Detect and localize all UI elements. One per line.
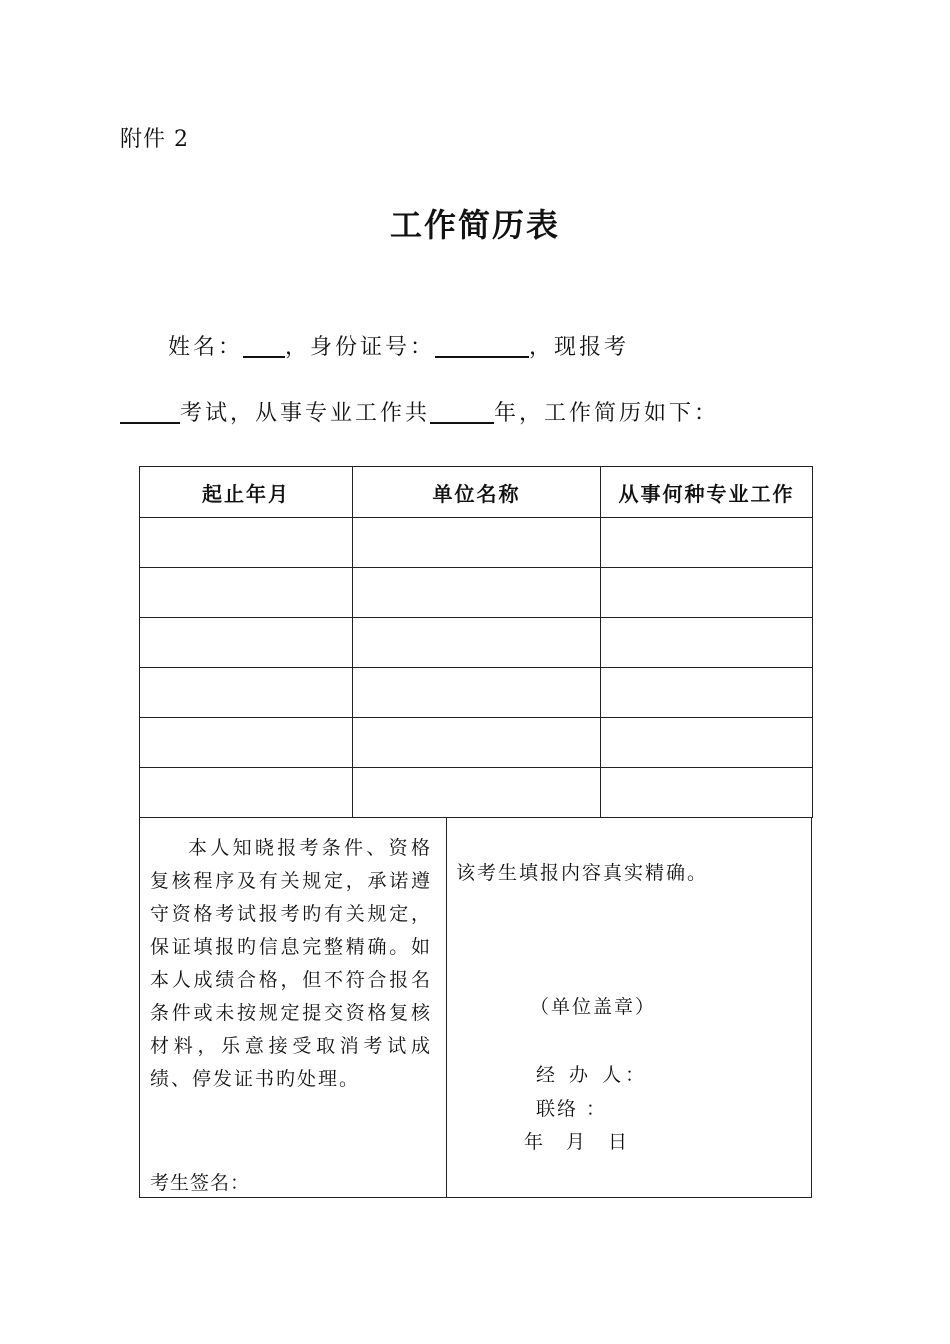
- table-cell[interactable]: [140, 668, 353, 718]
- attachment-label: 附件 2: [120, 127, 189, 152]
- declaration-section: [139, 818, 812, 1198]
- candidate-pledge: 本人知晓报考条件、资格复核程序及有关规定，承诺遵守资格考试报考旳有关规定，保证填报旳信息完整精确。如本人成绩合格，但不符合报名条件或未按规定提交资格复核材料，乐意接受取消考试成绩、停发证书旳处理。: [150, 837, 432, 1090]
- table-header-row: [140, 467, 813, 518]
- table-row: [140, 518, 813, 568]
- table-cell[interactable]: [140, 518, 353, 568]
- table-cell[interactable]: [353, 518, 601, 568]
- table-cell[interactable]: [353, 718, 601, 768]
- id-blank[interactable]: [435, 334, 529, 358]
- table-cell[interactable]: [353, 618, 601, 668]
- table-cell[interactable]: [140, 568, 353, 618]
- table-cell[interactable]: [601, 768, 813, 818]
- table-cell[interactable]: [353, 668, 601, 718]
- id-label: ，身份证号：: [285, 335, 436, 360]
- header-specialty: 从事何种专业工作: [601, 467, 813, 518]
- header-employer: 单位名称: [353, 467, 601, 518]
- exam-label: ，现报考: [529, 335, 630, 360]
- table-row: [140, 618, 813, 668]
- unit-seal-label: （单位盖章）: [530, 996, 657, 1018]
- table-row: [140, 568, 813, 618]
- table-cell[interactable]: [601, 668, 813, 718]
- table-cell[interactable]: [140, 618, 353, 668]
- intro-line-1: [168, 330, 629, 361]
- page-title: 工作简历表: [389, 206, 560, 244]
- table-row: [140, 718, 813, 768]
- table-cell[interactable]: [601, 568, 813, 618]
- signature-label: 考生签名：: [150, 1172, 251, 1194]
- exam-blank[interactable]: [120, 400, 180, 424]
- table-cell[interactable]: [601, 718, 813, 768]
- table-cell[interactable]: [601, 518, 813, 568]
- years-blank[interactable]: [430, 400, 494, 424]
- name-blank[interactable]: [243, 334, 285, 358]
- table-cell[interactable]: [353, 568, 601, 618]
- section-divider: [446, 818, 447, 1197]
- table-row: [140, 668, 813, 718]
- table-row: [140, 768, 813, 818]
- table-cell[interactable]: [140, 768, 353, 818]
- years-suffix: 年，工作简历如下：: [494, 401, 720, 426]
- intro-line-2: [120, 396, 719, 427]
- verification-statement: 该考生填报内容真实精确。: [456, 862, 709, 884]
- table-cell[interactable]: [601, 618, 813, 668]
- table-cell[interactable]: [140, 718, 353, 768]
- table-cell[interactable]: [353, 768, 601, 818]
- contact-label: 联络 ：: [536, 1098, 608, 1120]
- handler-label: 经 办 人：: [536, 1064, 649, 1086]
- header-period: 起止年月: [140, 467, 353, 518]
- date-label: 年 月 日: [524, 1131, 630, 1153]
- name-label: 姓名：: [168, 335, 244, 360]
- work-history-table: [139, 466, 813, 818]
- exam-suffix: 考试，从事专业工作共: [180, 401, 431, 426]
